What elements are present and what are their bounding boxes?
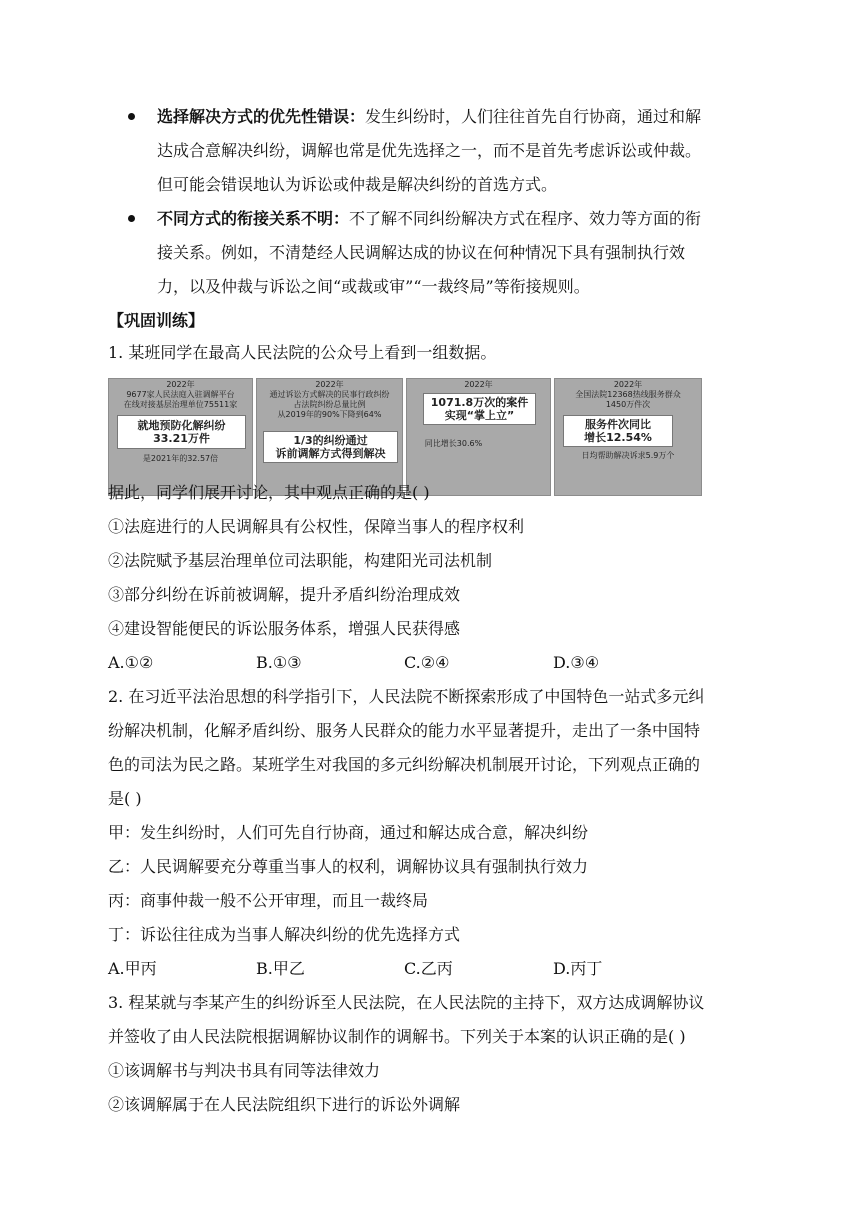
q2-stem-line-1: 2. 在习近平法治思想的科学指引下，人民法院不断探索形成了中国特色一站式多元纠 <box>108 687 705 706</box>
q1-item-4: ④建设智能便民的诉讼服务体系，增强人民获得感 <box>108 619 461 638</box>
bullet-dot <box>128 113 135 120</box>
panel-2-box-1: 1/3的纠纷通过 <box>293 434 368 447</box>
bullet-dot <box>128 215 135 222</box>
q2-option-a: A.甲丙 <box>108 959 157 978</box>
q2-item-jia: 甲：发生纠纷时，人们可先自行协商，通过和解达成合意，解决纠纷 <box>108 823 589 842</box>
q1-option-d: D.③④ <box>553 653 600 672</box>
panel-1-year: 2022年 <box>166 380 195 389</box>
bullet-1-title: 选择解决方式的优先性错误： <box>157 107 366 126</box>
panel-1-desc-2: 在线对接基层治理单位75511家 <box>123 400 238 409</box>
panel-1-box-1: 就地预防化解纠纷 <box>137 419 226 432</box>
q1-item-1: ①法庭进行的人民调解具有公权性，保障当事人的程序权利 <box>108 517 525 536</box>
panel-3-box-1: 1071.8万次的案件 <box>430 396 529 409</box>
q3-stem-line-2: 并签收了由人民法院根据调解协议制作的调解书。下列关于本案的认识正确的是( ) <box>108 1027 686 1046</box>
q3-item-1: ①该调解书与判决书具有同等法律效力 <box>108 1061 381 1080</box>
panel-2-year: 2022年 <box>315 380 344 389</box>
bullet-1-first-line <box>157 100 701 134</box>
bullet-2-line-2: 接关系。例如，不清楚经人民调解达成的协议在何种情况下具有强制执行效 <box>157 243 686 262</box>
bullet-1-line-3: 但可能会错误地认为诉讼或仲裁是解决纠纷的首选方式。 <box>157 175 558 194</box>
q2-stem-line-3: 色的司法为民之路。某班学生对我国的多元纠纷解决机制展开讨论，下列观点正确的 <box>108 755 701 774</box>
panel-2-desc-3: 从2019年的90%下降到64% <box>277 410 382 419</box>
panel-3-box-2: 实现“掌上立” <box>444 409 515 422</box>
q2-item-bing: 丙：商事仲裁一般不公开审理，而且一裁终局 <box>108 891 429 910</box>
q2-item-yi: 乙：人民调解要充分尊重当事人的权利，调解协议具有强制执行效力 <box>108 857 589 876</box>
panel-2-box-2: 诉前调解方式得到解决 <box>275 447 386 460</box>
panel-4-box-1: 服务件次同比 <box>585 418 651 431</box>
panel-3-highlight <box>423 393 536 425</box>
bullet-2-title: 不同方式的衔接关系不明： <box>157 209 350 228</box>
q1-option-b: B.①③ <box>256 653 302 672</box>
bullet-2-text: 不了解不同纠纷解决方式在程序、效力等方面的衔 <box>349 209 702 228</box>
panel-4-year: 2022年 <box>613 380 643 389</box>
panel-2-desc-1: 通过诉讼方式解决的民事行政纠纷 <box>269 390 390 399</box>
bullet-2-line-3: 力，以及仲裁与诉讼之间“或裁或审”“一裁终局”等衔接规则。 <box>157 277 590 296</box>
panel-1-desc-1: 9677家人民法庭入驻调解平台 <box>126 390 235 399</box>
q1-item-3: ③部分纠纷在诉前被调解，提升矛盾纠纷治理成效 <box>108 585 461 604</box>
panel-4-highlight <box>563 415 673 447</box>
q2-option-c: C.乙丙 <box>404 959 453 978</box>
q1-option-c: C.②④ <box>404 653 450 672</box>
panel-3-year: 2022年 <box>464 380 493 389</box>
panel-4-desc-2: 1450万件次 <box>605 400 651 409</box>
panel-1-foot: 是2021年的32.57倍 <box>142 454 219 463</box>
section-title: 【巩固训练】 <box>108 311 205 330</box>
q2-option-d: D.丙丁 <box>553 959 603 978</box>
panel-1-box-2: 33.21万件 <box>153 432 210 445</box>
q3-item-2: ②该调解属于在人民法院组织下进行的诉讼外调解 <box>108 1095 461 1114</box>
q1-prompt: 据此，同学们展开讨论，其中观点正确的是( ) <box>108 483 430 502</box>
panel-4-desc-1: 全国法院12368热线服务群众 <box>575 390 681 399</box>
panel-4-box-2: 增长12.54% <box>584 431 652 444</box>
figure-panel-4 <box>554 378 702 496</box>
q1-item-2: ②法院赋予基层治理单位司法职能，构建阳光司法机制 <box>108 551 493 570</box>
bullet-2-first-line <box>157 202 701 236</box>
bullet-1-line-2: 达成合意解决纠纷，调解也常是优先选择之一，而不是首先考虑诉讼或仲裁。 <box>157 141 702 160</box>
q2-stem-line-2: 纷解决机制，化解矛盾纠纷、服务人民群众的能力水平显著提升，走出了一条中国特 <box>108 721 701 740</box>
panel-3-foot: 同比增长30.6% <box>424 439 483 448</box>
q2-stem-line-4: 是( ) <box>108 789 142 808</box>
panel-2-desc-2: 占法院纠纷总量比例 <box>293 400 366 409</box>
panel-4-foot: 日均帮助解决诉求5.9万个 <box>581 451 675 460</box>
bullet-1-text: 发生纠纷时，人们往往首先自行协商，通过和解 <box>365 107 702 126</box>
panel-1-highlight <box>117 415 246 449</box>
q2-option-b: B.甲乙 <box>256 959 305 978</box>
q2-item-ding: 丁：诉讼往往成为当事人解决纠纷的优先选择方式 <box>108 925 461 944</box>
q1-option-a: A.①② <box>108 653 154 672</box>
q1-stem: 1. 某班同学在最高人民法院的公众号上看到一组数据。 <box>108 343 497 362</box>
q3-stem-line-1: 3. 程某就与李某产生的纠纷诉至人民法院，在人民法院的主持下，双方达成调解协议 <box>108 993 705 1012</box>
